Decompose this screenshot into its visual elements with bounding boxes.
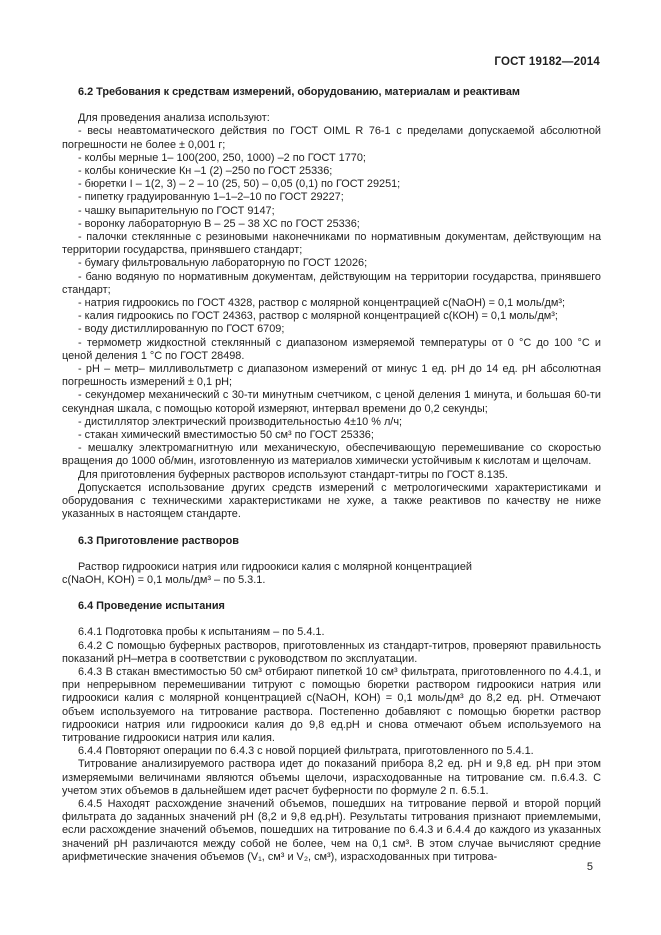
list-item: - чашку выпарительную по ГОСТ 9147;: [78, 204, 275, 217]
paragraph: 6.4.2 С помощью буферных растворов, приготовленных из стандарт-титров, проверяют правильность показаний рН–метра в соответствии с руководством по эксплуатации.: [62, 639, 601, 665]
paragraph: Допускается использование других средств измерений с метрологическими характеристиками и оборудования с техническими характеристиками не хуже, а также реактивов по качеству не ниже указанных в настоящем стандарте.: [62, 481, 601, 521]
document-code-header: ГОСТ 19182—2014: [494, 56, 600, 68]
list-item: - калия гидроокись по ГОСТ 24363, раствор с молярной концентрацией с(КОН) = 0,1 моль/дм³;: [78, 310, 558, 323]
list-item: - секундомер механический с 30-ти минутным счетчиком, с ценой деления 1 минута, и большая 60-ти секундная шкала, с помощью которой измеряют, интервал времени до 0,2 секунды;: [62, 389, 601, 415]
list-item: - пипетку градуированную 1–1–2–10 по ГОСТ 29227;: [78, 191, 344, 204]
list-item: - колбы мерные 1– 100(200, 250, 1000) –2 по ГОСТ 1770;: [78, 151, 366, 164]
list-item: - колбы конические Кн –1 (2) –250 по ГОСТ 25336;: [78, 165, 333, 178]
list-item: - стакан химический вместимостью 50 см³ по ГОСТ 25336;: [78, 429, 374, 442]
formula-line: с(NaOH, KОН) = 0,1 моль/дм³ – по 5.3.1.: [62, 573, 266, 586]
page-number: 5: [586, 861, 593, 873]
paragraph: 6.4.3 В стакан вместимостью 50 см³ отбирают пипеткой 10 см³ фильтрата, приготовленного по 4.4.1, и при непрерывном перемешивании титруют с помощью бюретки раствором гидроокиси натрия или гидроокиси калия с молярной концентрацией с(NaOH, КОН) = 0,1 моль/дм³ до 8,2 ед. рН. Отмечают объем используемого на титрование раствора. Постепенно добавляют с помощью бюретки раствор гидроокиси натрия или гидроокиси калия до 9,8 ед.рН и снова отмечают объем используемого на титрование гидроокиси натрия или калия.: [62, 665, 601, 744]
list-item: - натрия гидроокись по ГОСТ 4328, раствор с молярной концентрацией с(NaOH) = 0,1 моль/дм³;: [78, 297, 566, 310]
list-item: - дистиллятор электрический производительностью 4±10 % л/ч;: [78, 415, 403, 428]
paragraph: Для приготовления буферных растворов используют стандарт-титры по ГОСТ 8.135.: [78, 468, 508, 481]
section-heading: 6.3 Приготовление растворов: [78, 534, 239, 547]
paragraph: 6.4.1 Подготовка пробы к испытаниям – по 5.4.1.: [78, 626, 325, 639]
list-item: - баню водяную по нормативным документам, действующим на территории государства, принявшего стандарт;: [62, 270, 601, 296]
paragraph: Титрование анализируемого раствора идет до показаний прибора 8,2 ед. рН и 9,8 ед. рН при этом измеряемыми величинами являются объемы щелочи, израсходованные на титрование см. п.6.4.3. С учетом этих объемов в дальнейшем идет расчет буферности по формуле 2 п. 6.5.1.: [62, 758, 601, 797]
list-item: - воду дистиллированную по ГОСТ 6709;: [78, 323, 285, 336]
paragraph: 6.4.4 Повторяют операции по 6.4.3 с новой порцией фильтрата, приготовленного по 5.4.1.: [78, 745, 534, 758]
list-item: - термометр жидкостной стеклянный с диапазоном измеряемой температуры от 0 °С до 100 °С и ценой деления 1 °С по ГОСТ 28498.: [62, 336, 601, 362]
paragraph: 6.4.5 Находят расхождение значений объемов, пошедших на титрование первой и второй порций фильтрата до заданных значений рН (8,2 и 9,8 ед.рН). Результаты титрования признают приемлемыми, если расхождение значений объемов, пошедших на титрование по 6.4.3 и 6.4.4 до каждого из указанных значений рН различаются между собой не более, чем на 0,1 см³. В этом случае вычисляют средние арифметические значения объемов (V₁, см³ и V₂, см³), израсходованных при титрова-: [62, 797, 601, 863]
list-item: - бюретки I – 1(2, 3) – 2 – 10 (25, 50) – 0,05 (0,1) по ГОСТ 29251;: [78, 178, 401, 191]
list-item: - весы неавтоматического действия по ГОСТ OIML R 76-1 с пределами допускаемой абсолютной погрешности не более ± 0,001 г;: [62, 125, 601, 151]
section-heading: 6.2 Требования к средствам измерений, оборудованию, материалам и реактивам: [78, 86, 520, 98]
list-item: - рН – метр– милливольтметр с диапазоном измерений от минус 1 ед. рН до 14 ед. рН абсолютная погрешность измерений ± 0,1 рН;: [62, 363, 601, 389]
paragraph: Для проведения анализа используют:: [78, 112, 270, 125]
list-item: - палочки стеклянные с резиновыми наконечниками по нормативным документам, действующим на территории государства, принявшего стандарт;: [62, 231, 601, 257]
list-item: - мешалку электромагнитную или механическую, обеспечивающую перемешивание со скоростью вращения до 1000 об/мин, изготовленную из материалов химически устойчивым к кислотам и щелочам.: [62, 442, 601, 468]
paragraph: Раствор гидроокиси натрия или гидроокиси калия с молярной концентрацией: [78, 560, 472, 573]
document-body: [62, 86, 601, 864]
list-item: - бумагу фильтровальную лабораторную по ГОСТ 12026;: [78, 257, 368, 270]
section-heading: 6.4 Проведение испытания: [78, 600, 225, 613]
list-item: - воронку лабораторную В – 25 – 38 ХС по ГОСТ 25336;: [78, 217, 360, 230]
